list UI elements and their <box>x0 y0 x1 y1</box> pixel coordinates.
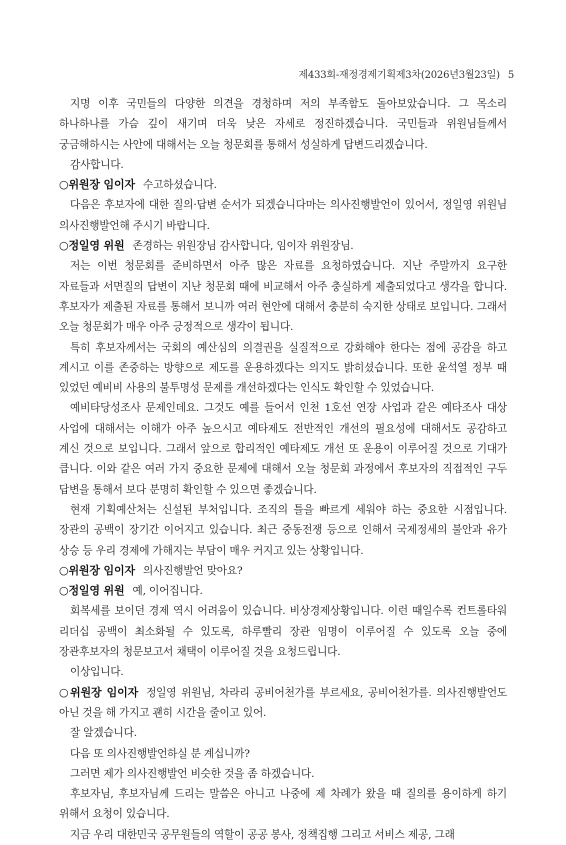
speech-paragraph <box>59 236 507 256</box>
speaker-label: ○정일영 위원 <box>59 584 125 598</box>
paragraph: 다음은 후보자에 대한 질의·답변 순서가 되겠습니다마는 의사진행발언이 있어서, 정일영 위원님 의사진행발언해 주시기 바랍니다. <box>59 199 507 232</box>
paragraph: 저는 이번 청문회를 준비하면서 아주 많은 자료를 요청하였습니다. 지난 주말까지 요구한 자료들과 서면질의 답변이 지난 청문회 때에 비교해서 아주 충실하게 제출되었다고 생각을 합니다. 후보자가 제출된 자료를 통해서 보니까 여러 현안에 대해서 충분히 숙지한 상태로 보입니다. 그래서 오늘 청문회가 매우 아주 긍정적으로 생각이 됩니다. <box>59 260 507 334</box>
speech-text: 수고하셨습니다. <box>142 179 217 192</box>
speaker-label: ○위원장 임이자 <box>59 685 139 699</box>
paragraph: 그러면 제가 의사진행발언 비슷한 것을 좀 하겠습니다. <box>70 767 315 780</box>
paragraph: 회복세를 보이던 경제 역시 어려움이 있습니다. 비상경제상황입니다. 이런 때일수록 컨트롤타워 리더십 공백이 최소화될 수 있도록, 하루빨리 장관 임명이 이루어질 수 있도록 오늘 중에 장관후보자의 청문보고서 채택이 이루어질 것을 요청드립니다. <box>59 605 507 659</box>
speech-paragraph <box>59 581 507 601</box>
speech-paragraph <box>59 175 507 195</box>
paragraph: 특히 후보자께서는 국회의 예산심의 의결권을 실질적으로 강화해야 한다는 점에 공감을 하고 계시고 이를 존중하는 방향으로 제도를 운용하겠다는 의지도 밝히셨습니다. 또한 윤석열 정부 때 있었던 예비비 사용의 불투명성 문제를 개선하겠다는 인식도 확인할 수 있었습니다. <box>59 341 507 395</box>
speech-paragraph <box>59 683 507 724</box>
paragraph: 예비타당성조사 문제인데요. 그것도 예를 들어서 인천 1호선 연장 사업과 같은 예타조사 대상 사업에 대해서는 이해가 아주 높으시고 예타제도 전반적인 개선의 필요성에 대해서도 공감하고 계신 것으로 보입니다. 그래서 앞으로 합리적인 예타제도 개선 또 운용이 이루어질 것으로 기대가 큽니다. 이와 같은 여러 가지 중요한 문제에 대해서 오늘 청문회 과정에서 후보자의 직접적인 구두 답변을 통해서 보다 분명히 확인할 수 있으면 좋겠습니다. <box>59 402 507 496</box>
speech-text: 의사진행발언 맞아요? <box>142 564 243 577</box>
page-header <box>298 66 514 81</box>
speaker-label: ○위원장 임이자 <box>59 563 135 577</box>
paragraph: 지명 이후 국민들의 다양한 의견을 경청하며 저의 부족함도 돌아보았습니다. 그 목소리 하나하나를 가슴 깊이 새기며 더욱 낮은 자세로 정진하겠습니다. 국민들과 위원님들께서 궁금해하시는 사안에 대해서는 오늘 청문회를 통해서 성실하게 답변드리겠습니다. <box>59 98 507 151</box>
paragraph: 후보자님, 후보자님께 드리는 말씀은 아니고 나중에 제 차례가 왔을 때 질의를 용이하게 하기 위해서 요청이 있습니다. <box>59 788 507 821</box>
page-number: 5 <box>507 70 514 81</box>
paragraph: 지금 우리 대한민국 공무원들의 역할이 공공 봉사, 정책집행 그리고 서비스 제공, 그래 <box>70 828 455 841</box>
speech-text: 정일영 위원님, 차라리 공비어천가를 부르세요, 공비어천가를. 의사진행발언도 아닌 것을 해 가지고 괜히 시간을 줄이고 있어. <box>59 686 507 719</box>
paragraph: 감사합니다. <box>70 158 124 171</box>
transcript-body <box>59 94 507 845</box>
speech-text: 존경하는 위원장님 감사합니다, 임이자 위원장님. <box>132 240 354 253</box>
speaker-label: ○위원장 임이자 <box>59 178 135 192</box>
paragraph: 이상입니다. <box>70 666 124 679</box>
paragraph: 다음 또 의사진행발언하실 분 계십니까? <box>70 747 250 760</box>
speech-text: 예, 이어집니다. <box>132 585 203 598</box>
document-title: 제433회-재정경제기획제3차(2026년3월23일) <box>298 70 500 81</box>
paragraph: 현재 기획예산처는 신설된 부처입니다. 조직의 틀을 빠르게 세워야 하는 중요한 시점입니다. 장관의 공백이 장기간 이어지고 있습니다. 최근 중동전쟁 등으로 인해서 국제정세의 불안과 유가 상승 등 우리 경제에 가해지는 부담이 매우 커지고 있는 상황입니다. <box>59 503 507 557</box>
paragraph: 잘 알겠습니다. <box>70 727 137 740</box>
speaker-label: ○정일영 위원 <box>59 239 125 253</box>
speech-paragraph <box>59 561 507 581</box>
